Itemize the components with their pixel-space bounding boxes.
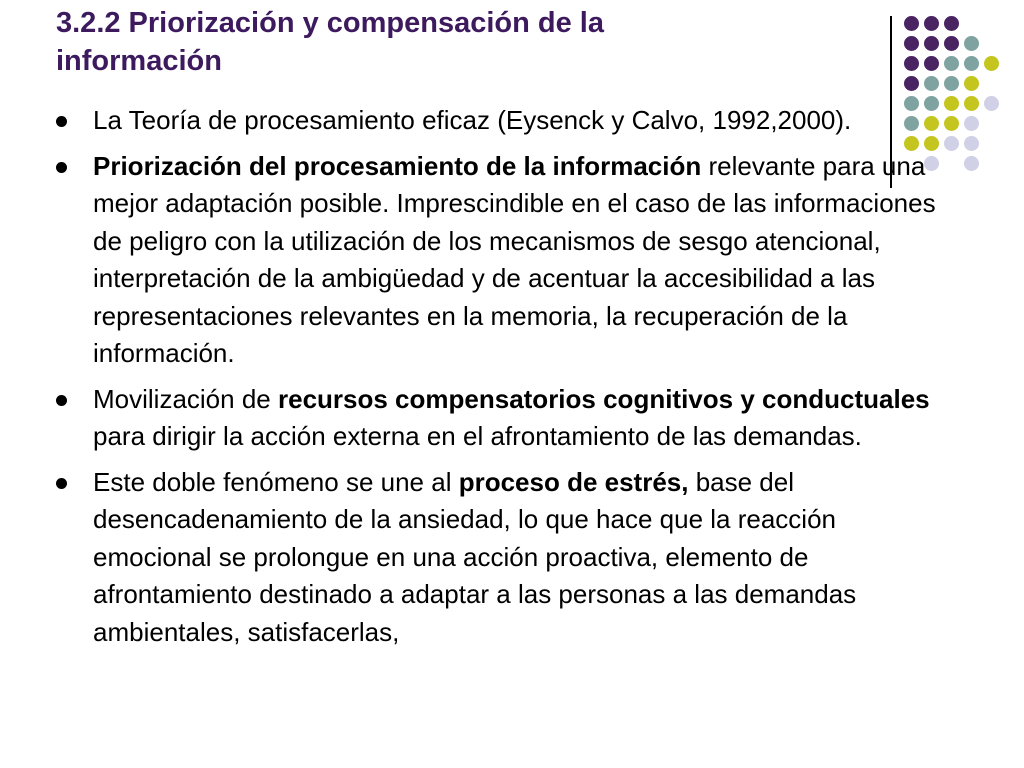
decorative-dot — [964, 136, 979, 151]
decorative-dot — [964, 156, 979, 171]
bullet-item — [56, 102, 956, 140]
bullet-segment: para dirigir la acción externa en el afrontamiento de las demandas. — [93, 421, 862, 451]
decorative-dot — [904, 56, 919, 71]
decorative-dot — [904, 76, 919, 91]
decorative-dot — [944, 36, 959, 51]
bullet-text — [93, 105, 851, 135]
decorative-dot — [964, 36, 979, 51]
bullet-segment: La Teoría de procesamiento eficaz (Eysenck y Calvo, 1992,2000). — [93, 105, 852, 135]
bullet-item — [56, 464, 956, 652]
bullet-text — [93, 151, 936, 369]
slide-title — [56, 4, 856, 80]
decorative-dot — [924, 36, 939, 51]
filled-circle-bullet-icon — [56, 162, 67, 173]
decorative-dot — [944, 16, 959, 31]
decorative-dot — [904, 16, 919, 31]
bullet-bold-segment: proceso de estrés, — [458, 466, 689, 497]
decorative-dot — [984, 96, 999, 111]
bullet-item — [56, 381, 956, 456]
bullet-segment: relevante para una mejor adaptación posible. Imprescindible en el caso de las informaciones de peligro con la utilización de los mecanismos de sesgo atencional, interpretación de la ambigüedad y de acentuar la accesibilidad a las representaciones relevantes en la memoria, la recuperación de la información. — [93, 150, 936, 368]
decorative-dot — [964, 76, 979, 91]
decorative-dot — [924, 16, 939, 31]
filled-circle-bullet-icon — [56, 116, 67, 127]
decorative-dot — [904, 36, 919, 51]
bullet-bold-segment: recursos compensatorios cognitivos y conductuales — [277, 383, 930, 414]
decorative-dot — [964, 116, 979, 131]
bullet-segment: base del desencadenamiento de la ansiedad, lo que hace que la reacción emocional se prolongue en una acción proactiva, elemento de afrontamiento destinado a adaptar a las personas a las demandas ambientales, satisfacerlas, — [93, 466, 857, 647]
filled-circle-bullet-icon — [56, 395, 67, 406]
decorative-dot — [944, 56, 959, 71]
decorative-dot — [964, 56, 979, 71]
filled-circle-bullet-icon — [56, 478, 67, 489]
bullet-item — [56, 148, 956, 373]
bullet-list — [56, 102, 956, 659]
decorative-dot — [924, 76, 939, 91]
bullet-text — [93, 467, 856, 647]
slide-title-line-1: 3.2.2 Priorización y compensación de la — [56, 7, 604, 39]
decorative-dot — [924, 56, 939, 71]
slide-title-line-2: información — [56, 45, 222, 77]
bullet-bold-segment: Priorización del procesamiento de la información — [93, 150, 702, 181]
decorative-dot — [944, 76, 959, 91]
bullet-segment: Movilización de — [93, 383, 278, 414]
bullet-segment: Este doble fenómeno se une al — [93, 466, 459, 497]
bullet-text — [93, 384, 930, 452]
decorative-dot — [984, 56, 999, 71]
decorative-dot — [964, 96, 979, 111]
